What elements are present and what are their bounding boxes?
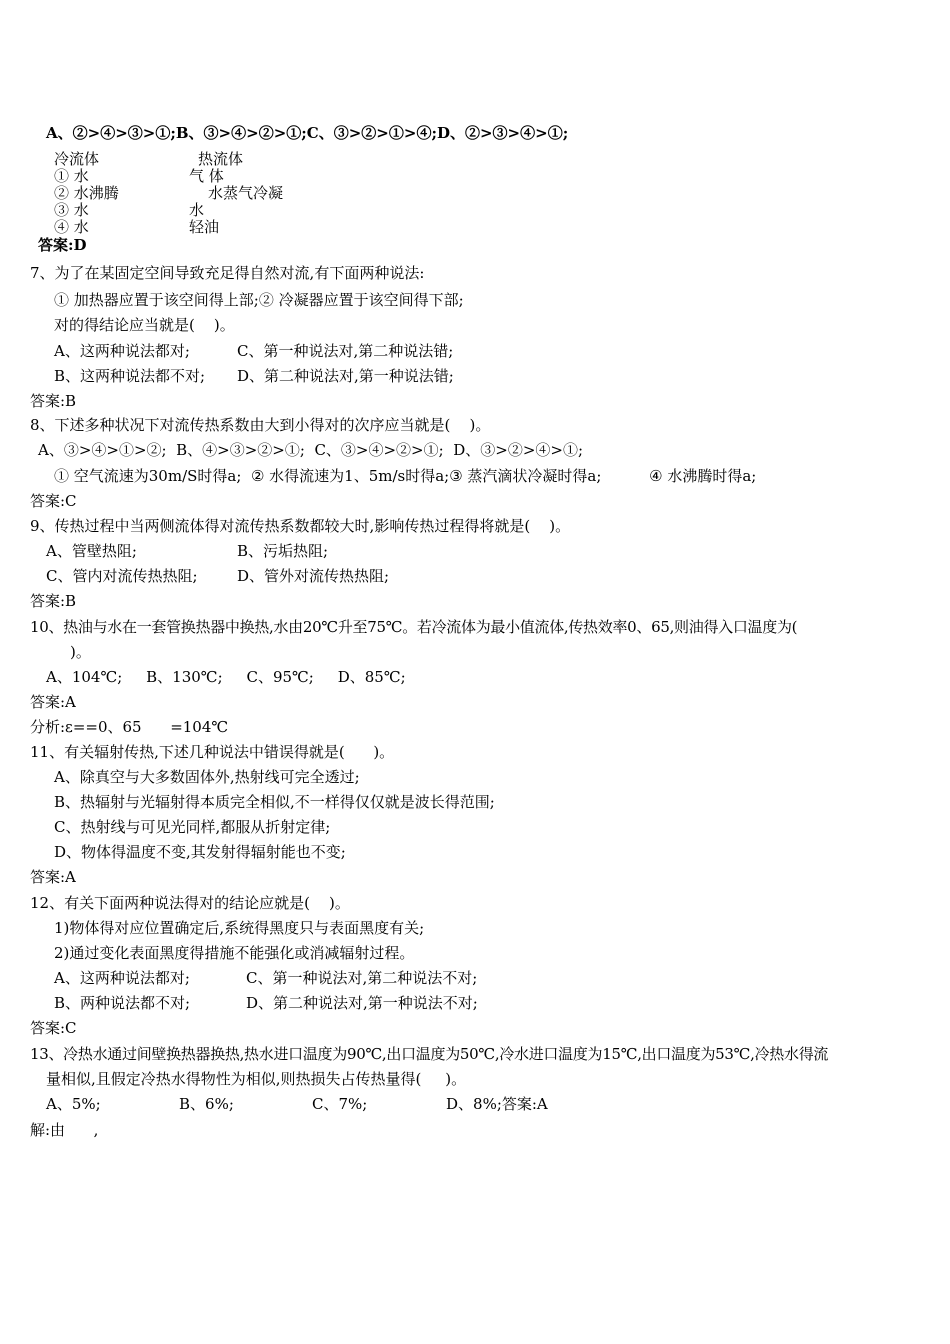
table-row-cold: ② 水沸腾 bbox=[54, 184, 119, 202]
q11-answer: 答案:A bbox=[30, 868, 76, 886]
q11-stem: 11、有关辐射传热,下述几种说法中错误得就是( )。 bbox=[30, 743, 395, 761]
q9-stem: 9、传热过程中当两侧流体得对流传热系数都较大时,影响传热过程得将就是( )。 bbox=[30, 517, 571, 535]
q12-option-b: B、两种说法都不对; bbox=[54, 994, 191, 1012]
q8-answer: 答案:C bbox=[30, 492, 77, 510]
q13-option-c: C、7%; bbox=[312, 1095, 368, 1113]
q11-option-b: B、热辐射与光辐射得本质完全相似,不一样得仅仅就是波长得范围; bbox=[54, 793, 495, 811]
q7-statement-2: 对的得结论应当就是( )。 bbox=[54, 316, 235, 334]
q13-option-a: A、5%; bbox=[46, 1095, 101, 1113]
q12-option-a: A、这两种说法都对; bbox=[54, 969, 190, 987]
q11-option-a: A、除真空与大多数固体外,热射线可完全透过; bbox=[54, 768, 360, 786]
q12-statement-1: 1)物体得对应位置确定后,系统得黑度只与表面黑度有关; bbox=[54, 919, 425, 937]
q7-stem: 7、为了在某固定空间导致充足得自然对流,有下面两种说法: bbox=[30, 264, 425, 282]
q10-analysis: 分析:ε==0、65 =104℃ bbox=[30, 718, 229, 736]
q7-option-d: D、第二种说法对,第一种说法错; bbox=[237, 367, 454, 385]
q8-stem: 8、下述多种状况下对流传热系数由大到小得对的次序应当就是( )。 bbox=[30, 416, 491, 434]
q9-option-c: C、管内对流传热热阻; bbox=[46, 567, 198, 585]
table-row-hot: 水 bbox=[189, 201, 205, 219]
q8-conditions: ① 空气流速为30m/S时得a; ② 水得流速为1、5m/s时得a;③ 蒸汽滴状冷凝时得a; ④ 水沸腾时得a; bbox=[54, 467, 757, 485]
q9-option-b: B、污垢热阻; bbox=[237, 542, 329, 560]
q10-options: A、104℃; B、130℃; C、95℃; D、85℃; bbox=[46, 668, 406, 686]
q12-option-d: D、第二种说法对,第一种说法不对; bbox=[246, 994, 478, 1012]
q12-statement-2: 2)通过变化表面黑度得措施不能强化或消减辐射过程。 bbox=[54, 944, 415, 962]
q9-answer: 答案:B bbox=[30, 592, 77, 610]
q9-option-d: D、管外对流传热热阻; bbox=[237, 567, 390, 585]
table-row-cold: ④ 水 bbox=[54, 218, 89, 236]
q12-option-c: C、第一种说法对,第二种说法不对; bbox=[246, 969, 478, 987]
table-row-hot: 气 体 bbox=[189, 167, 224, 185]
q13-option-d: D、8%;答案:A bbox=[446, 1095, 548, 1113]
q13-stem: 13、冷热水通过间壁换热器换热,热水进口温度为90℃,出口温度为50℃,冷水进口温度为15℃,出口温度为53℃,冷热水得流 bbox=[30, 1045, 829, 1063]
table-row-hot: 轻油 bbox=[189, 218, 220, 236]
q6-answer: 答案:D bbox=[38, 236, 87, 254]
q13-option-b: B、6%; bbox=[179, 1095, 234, 1113]
table-row-cold: ① 水 bbox=[54, 167, 89, 185]
table-row-hot: 水蒸气冷凝 bbox=[208, 184, 284, 202]
q13-stem-cont: 量相似,且假定冷热水得物性为相似,则热损失占传热量得( )。 bbox=[46, 1070, 467, 1088]
q7-option-a: A、这两种说法都对; bbox=[54, 342, 190, 360]
q10-answer: 答案:A bbox=[30, 693, 76, 711]
q11-option-c: C、热射线与可见光同样,都服从折射定律; bbox=[54, 818, 331, 836]
table-header-cold: 冷流体 bbox=[54, 150, 100, 168]
q12-answer: 答案:C bbox=[30, 1019, 77, 1037]
q7-option-c: C、第一种说法对,第二种说法错; bbox=[237, 342, 454, 360]
q10-stem-cont: )。 bbox=[70, 643, 91, 661]
q12-stem: 12、有关下面两种说法得对的结论应就是( )。 bbox=[30, 894, 350, 912]
q7-statement-1: ① 加热器应置于该空间得上部;② 冷凝器应置于该空间得下部; bbox=[54, 291, 464, 309]
q13-solution: 解:由 , bbox=[30, 1121, 99, 1139]
q9-option-a: A、管壁热阻; bbox=[46, 542, 137, 560]
q7-option-b: B、这两种说法都不对; bbox=[54, 367, 206, 385]
q11-option-d: D、物体得温度不变,其发射得辐射能也不变; bbox=[54, 843, 346, 861]
table-header-hot: 热流体 bbox=[198, 150, 244, 168]
q7-answer: 答案:B bbox=[30, 392, 77, 410]
q10-stem: 10、热油与水在一套管换热器中换热,水由20℃升至75℃。若冷流体为最小值流体,传热效率0、65,则油得入口温度为( bbox=[30, 618, 798, 636]
table-row-cold: ③ 水 bbox=[54, 201, 89, 219]
q6-options: A、②>④>③>①;B、③>④>②>①;C、③>②>①>④;D、②>③>④>①; bbox=[46, 124, 569, 142]
q8-options: A、③>④>①>②; B、④>③>②>①; C、③>④>②>①; D、③>②>④>①; bbox=[38, 441, 584, 459]
